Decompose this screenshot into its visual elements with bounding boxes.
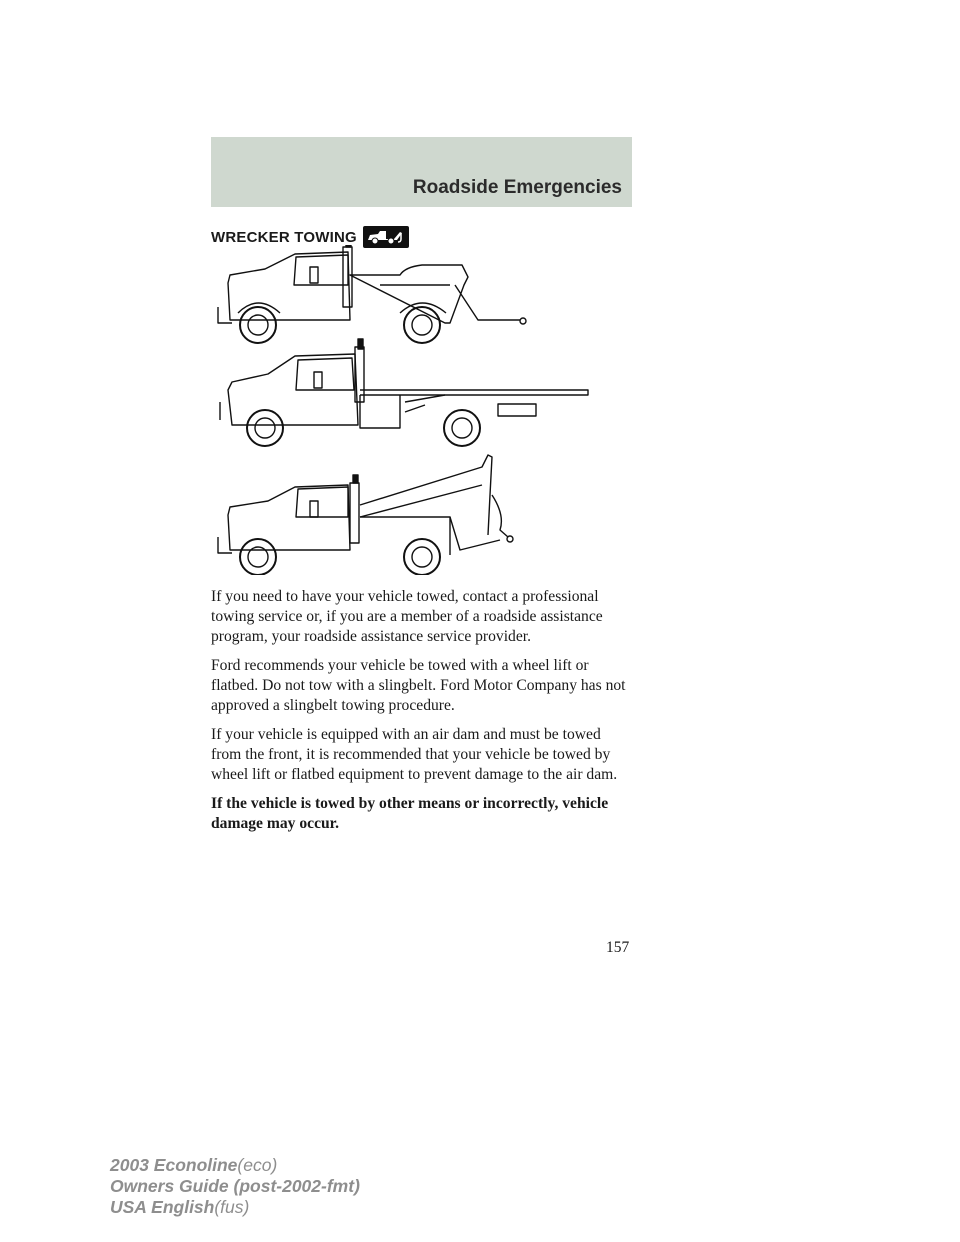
damage-warning: If the vehicle is towed by other means or incorrectly, vehicle damage may occur. [211,795,609,832]
footer-language: USA English [110,1197,215,1217]
paragraph: If your vehicle is equipped with an air dam and must be towed from the front, it is recommended that your vehicle be towed by wheel lift or flatbed equipment to prevent damage to the air dam. [211,726,618,783]
flatbed-truck-icon [220,339,588,446]
section-title: Roadside Emergencies [412,177,622,198]
heading-title: WRECKER TOWING [211,228,357,246]
header-band [211,137,632,207]
body-text [211,587,631,843]
towing-methods-illustration [210,245,595,575]
document-footer [110,1155,360,1218]
page-number: 157 [606,939,630,956]
footer-guide: Owners Guide (post-2002-fmt) [110,1176,360,1196]
paragraph: If you need to have your vehicle towed, contact a professional towing service or, if you are a member of a roadside assistance program, your roadside assistance service provider. [211,588,603,645]
paragraph: Ford recommends your vehicle be towed with a wheel lift or flatbed. Do not tow with a slingbelt. Ford Motor Company has not approved a slingbelt towing procedure. [211,657,626,714]
footer-model-code: (eco) [237,1155,278,1175]
boom-wrecker-truck-icon [218,455,513,575]
wheel-lift-truck-icon [218,245,526,343]
footer-language-code: (fus) [214,1197,250,1217]
footer-model: 2003 Econoline [110,1155,238,1175]
